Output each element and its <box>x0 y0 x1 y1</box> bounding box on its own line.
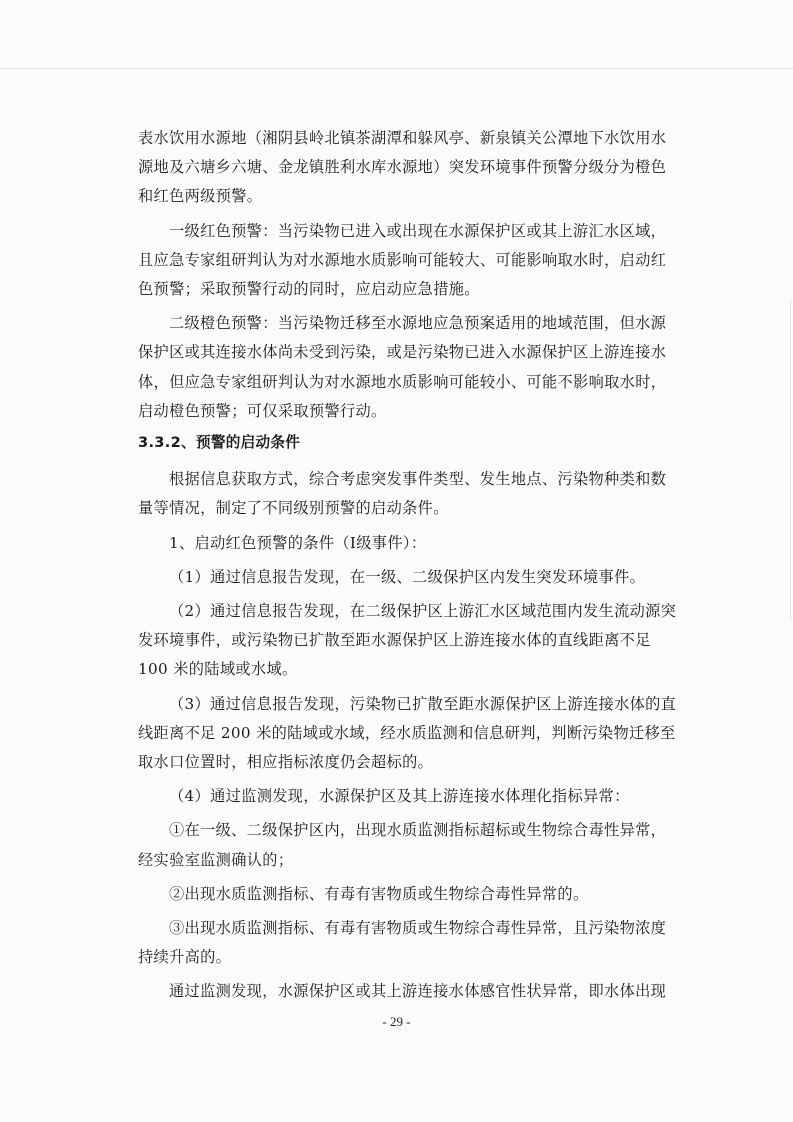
text-line: 通过监测发现，水源保护区或其上游连接水体感官性状异常，即水体出现 <box>169 982 667 1001</box>
paragraph-condition-1 <box>138 563 670 592</box>
paragraph-condition-4a <box>138 816 670 874</box>
text-line: 线距离不足 200 米的陆域或水域，经水质监测和信息研判，判断污染物迁移至 <box>138 723 676 742</box>
paragraph-condition-2 <box>138 597 677 685</box>
text-line: （4）通过监测发现，水源保护区及其上游连接水体理化指标异常： <box>169 787 630 806</box>
text-line: 经实验室监测确认的； <box>138 850 294 869</box>
text-line: 且应急专家组研判认为对水源地水质影响可能较大、可能影响取水时，启动红 <box>138 250 667 269</box>
text-line: 和红色两级预警。 <box>138 187 263 206</box>
paragraph-red-conditions-title <box>138 529 670 558</box>
text-line: 发环境事件，或污染物已扩散至距水源保护区上游连接水体的直线距离不足 <box>138 631 651 650</box>
text-line: （2）通过信息报告发现，在二级保护区上游汇水区域范围内发生流动源突 <box>169 602 677 621</box>
paragraph-basis <box>138 465 670 523</box>
section-heading: 3.3.2、预警的启动条件 <box>138 434 301 452</box>
paragraph-condition-4c <box>138 914 670 972</box>
text-line: 二级橙色预警：当污染物迁移至水源地应急预案适用的地域范围，但水源 <box>169 314 667 333</box>
paragraph-condition-5 <box>138 977 670 1006</box>
text-line: 表水饮用水源地（湘阴县岭北镇茶湖潭和躲风亭、新泉镇关公潭地下水饮用水 <box>138 129 667 147</box>
scan-edge-line <box>0 68 793 69</box>
text-line: 取水口位置时，相应指标浓度仍会超标的。 <box>138 753 434 772</box>
text-line: 根据信息获取方式，综合考虑突发事件类型、发生地点、污染物种类和数 <box>169 470 667 489</box>
text-line: 源地及六塘乡六塘、金龙镇胜利水库水源地）突发环境事件预警分级分为橙色 <box>138 158 667 177</box>
text-line: 持续升高的。 <box>138 948 232 967</box>
text-line: ②出现水质监测指标、有毒有害物质或生物综合毒性异常的。 <box>169 884 589 903</box>
paragraph-condition-4 <box>138 782 670 811</box>
text-line: 一级红色预警：当污染物已进入或出现在水源保护区或其上游汇水区域， <box>169 221 667 240</box>
text-line: 色预警；采取预警行动的同时，应启动应急措施。 <box>138 280 480 299</box>
paragraph-condition-3 <box>138 690 677 778</box>
text-line: （1）通过信息报告发现，在一级、二级保护区内发生突发环境事件。 <box>169 567 646 586</box>
text-line: 体，但应急专家组研判认为对水源地水质影响可能较小、可能不影响取水时， <box>138 372 667 391</box>
document-body <box>138 124 677 1007</box>
page-number: - 29 - <box>382 1014 411 1029</box>
text-line: ①在一级、二级保护区内，出现水质监测指标超标或生物综合毒性异常， <box>169 821 667 840</box>
text-line: ③出现水质监测指标、有毒有害物质或生物综合毒性异常，且污染物浓度 <box>169 919 667 938</box>
scan-edge-line <box>790 300 791 620</box>
text-line: 1、启动红色预警的条件（I级事件）： <box>169 533 427 552</box>
text-line: 保护区或其连接水体尚未受到污染，或是污染物已进入水源保护区上游连接水 <box>138 343 667 362</box>
paragraph-intro <box>138 124 670 212</box>
text-line: 量等情况，制定了不同级别预警的启动条件。 <box>138 499 449 518</box>
paragraph-condition-4b <box>138 880 670 909</box>
text-line: （3）通过信息报告发现，污染物已扩散至距水源保护区上游连接水体的直 <box>169 694 677 713</box>
paragraph-orange-warning <box>138 309 670 426</box>
paragraph-red-warning <box>138 217 670 305</box>
text-line: 启动橙色预警；可仅采取预警行动。 <box>138 401 387 420</box>
text-line: 100 米的陆域或水域。 <box>138 660 298 679</box>
